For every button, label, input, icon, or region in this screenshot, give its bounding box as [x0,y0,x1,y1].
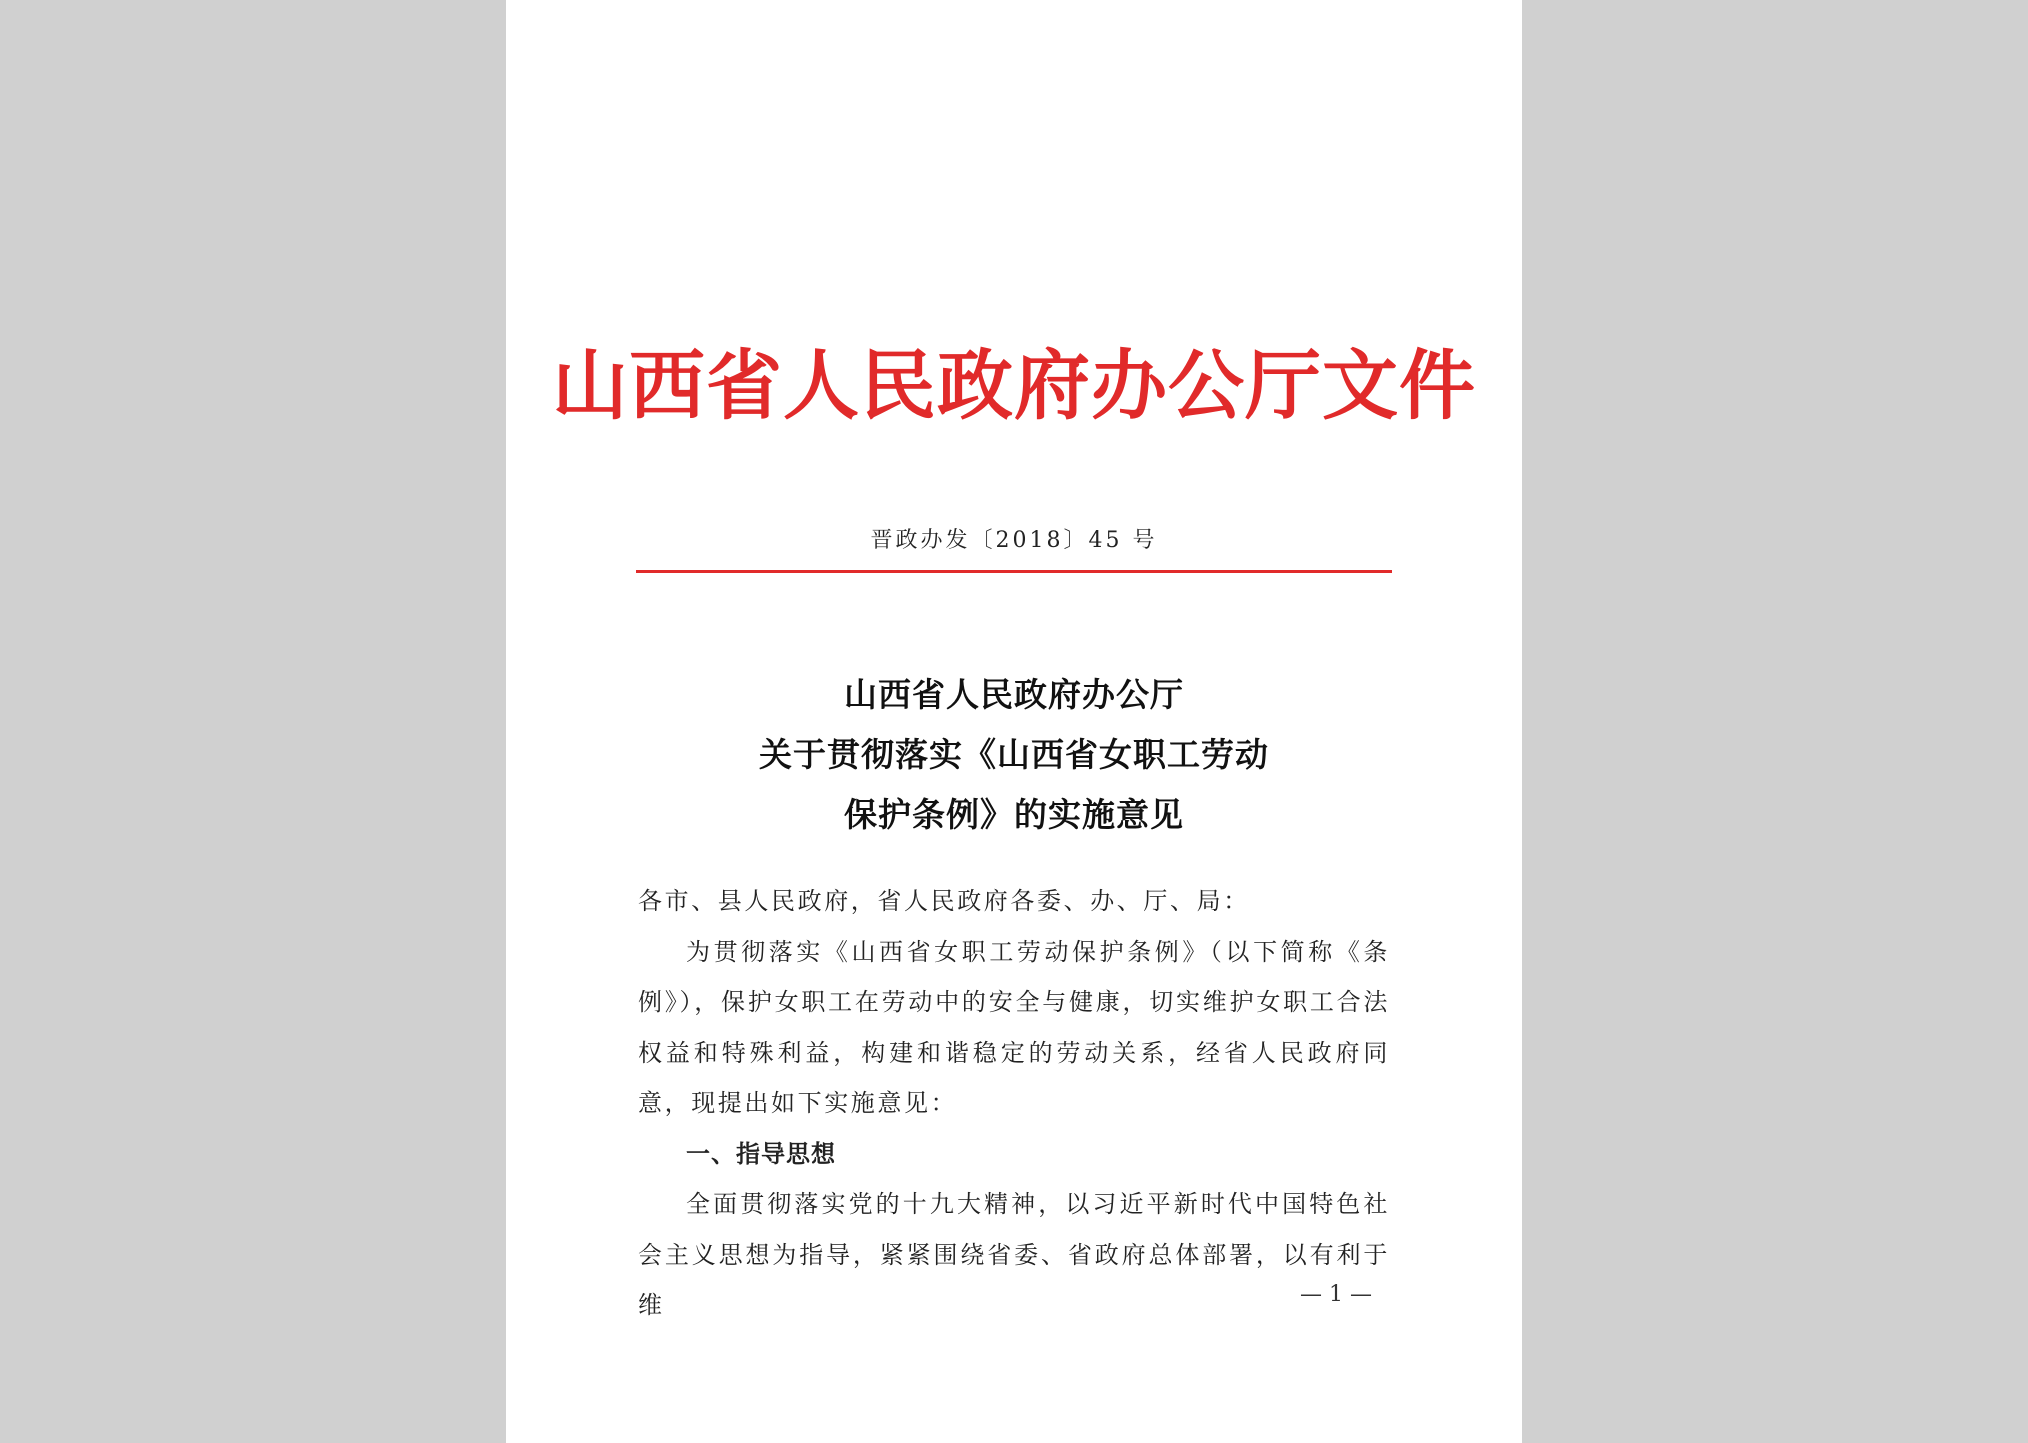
page-number: — 1 — [1300,1282,1372,1307]
red-divider [636,570,1392,573]
addressee: 各市、县人民政府，省人民政府各委、办、厅、局： [638,887,1250,915]
title-line-1: 山西省人民政府办公厅 [844,675,1184,714]
document-page [506,0,1522,1443]
section-heading-1: 一、指导思想 [686,1139,836,1168]
document-number: 晋政办发〔2018〕45 号 [870,528,1158,553]
paragraph-guiding-thought: 全面贯彻落实党的十九大精神，以习近平新时代中国特色社会主义思想为指导，紧紧围绕省委、省政府总体部署，以有利于维 [638,1190,1390,1319]
document-title [506,665,1522,845]
title-line-2: 关于贯彻落实《山西省女职工劳动 [759,735,1269,774]
title-line-3: 保护条例》的实施意见 [844,795,1184,834]
masthead-title: 山西省人民政府办公厅文件 [552,341,1476,430]
document-body [638,876,1390,1331]
paragraph-intro: 为贯彻落实《山西省女职工劳动保护条例》（以下简称《条例》），保护女职工在劳动中的安全与健康，切实维护女职工合法权益和特殊利益，构建和谐稳定的劳动关系，经省人民政府同意，现提出如下实施意见： [638,937,1390,1117]
